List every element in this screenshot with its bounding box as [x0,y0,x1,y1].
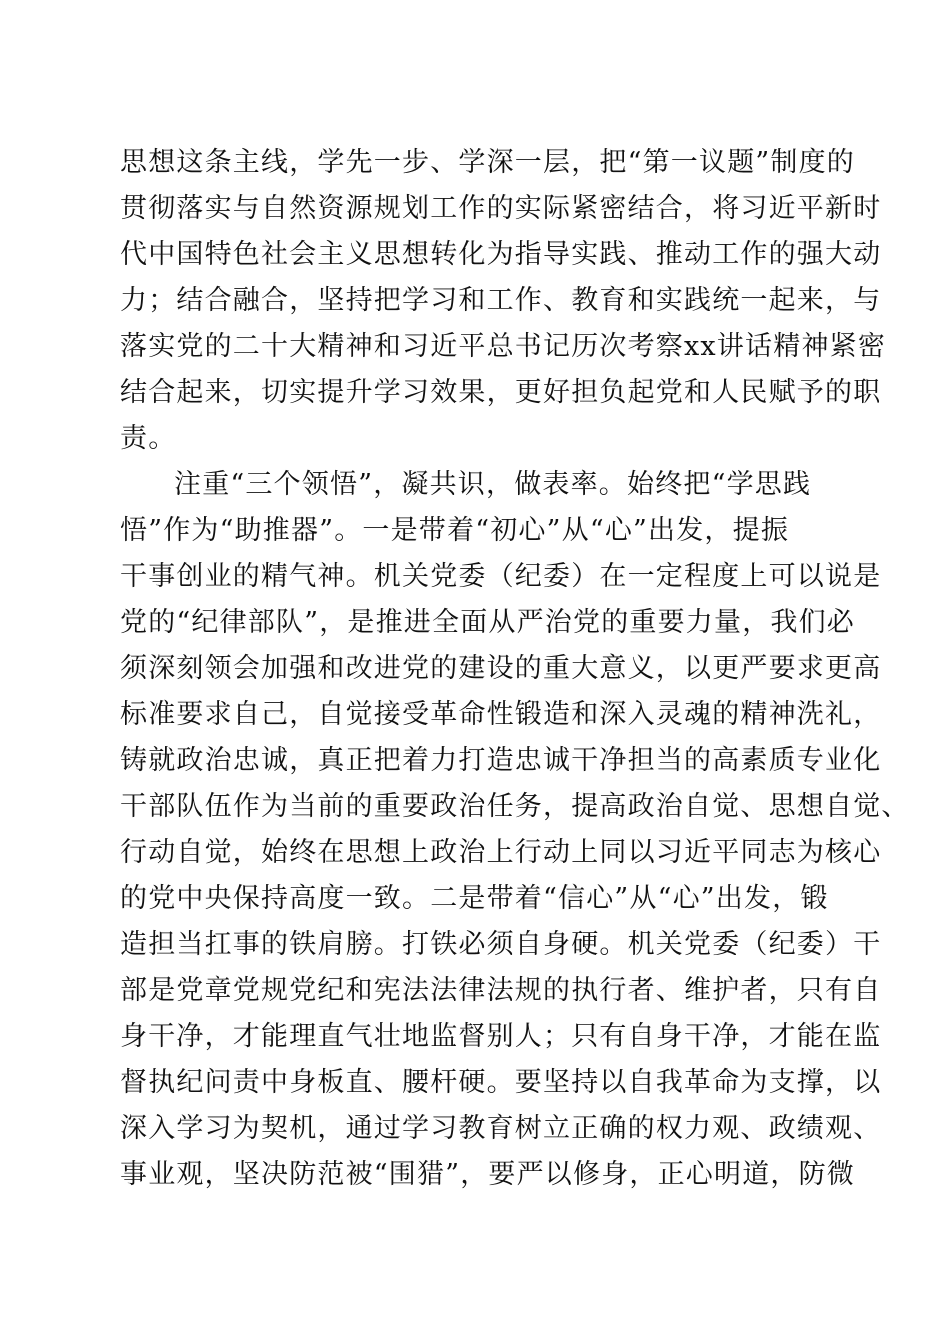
text-line: 干部队伍作为当前的重要政治任务，提高政治自觉、思想自觉、 [120,791,910,822]
text-line: 贯彻落实与自然资源规划工作的实际紧密结合，将习近平新时 [120,193,882,224]
text-line: 深入学习为契机，通过学习教育树立正确的权力观、政绩观、 [120,1113,882,1144]
paragraph-start-line: 注重“三个领悟”，凝共识，做表率。始终把“学思践 [174,469,812,500]
text-line: 督执纪问责中身板直、腰杆硬。要坚持以自我革命为支撑，以 [120,1067,882,1098]
document-body [120,140,910,1198]
text-line: 部是党章党规党纪和宪法法律法规的执行者、维护者，只有自 [120,975,882,1006]
text-line: 落实党的二十大精神和习近平总书记历次考察xx讲话精神紧密 [120,331,887,362]
text-line: 标准要求自己，自觉接受革命性锻造和深入灵魂的精神洗礼， [120,699,882,730]
text-line: 造担当扛事的铁肩膀。打铁必须自身硬。机关党委（纪委）干 [120,929,882,960]
text-line: 铸就政治忠诚，真正把着力打造忠诚干净担当的高素质专业化 [120,745,882,776]
text-line: 结合起来，切实提升学习效果，更好担负起党和人民赋予的职 [120,377,882,408]
text-line: 悟”作为“助推器”。一是带着“初心”从“心”出发，提振 [120,515,790,546]
text-line: 责。 [120,423,177,454]
text-line: 力；结合融合，坚持把学习和工作、教育和实践统一起来，与 [120,285,882,316]
text-line: 须深刻领会加强和改进党的建设的重大意义，以更严要求更高 [120,653,882,684]
text-line: 代中国特色社会主义思想转化为指导实践、推动工作的强大动 [120,239,882,270]
text-line: 思想这条主线，学先一步、学深一层，把“第一议题”制度的 [120,147,856,178]
text-line: 的党中央保持高度一致。二是带着“信心”从“心”出发，锻 [120,883,829,914]
text-line: 干事创业的精气神。机关党委（纪委）在一定程度上可以说是 [120,561,882,592]
text-line: 行动自觉，始终在思想上政治上行动上同以习近平同志为核心 [120,837,882,868]
text-line: 党的“纪律部队”，是推进全面从严治党的重要力量，我们必 [120,607,856,638]
text-line: 身干净，才能理直气壮地监督别人；只有自身干净，才能在监 [120,1021,882,1052]
text-line: 事业观，坚决防范被“围猎”，要严以修身，正心明道，防微 [120,1159,856,1190]
